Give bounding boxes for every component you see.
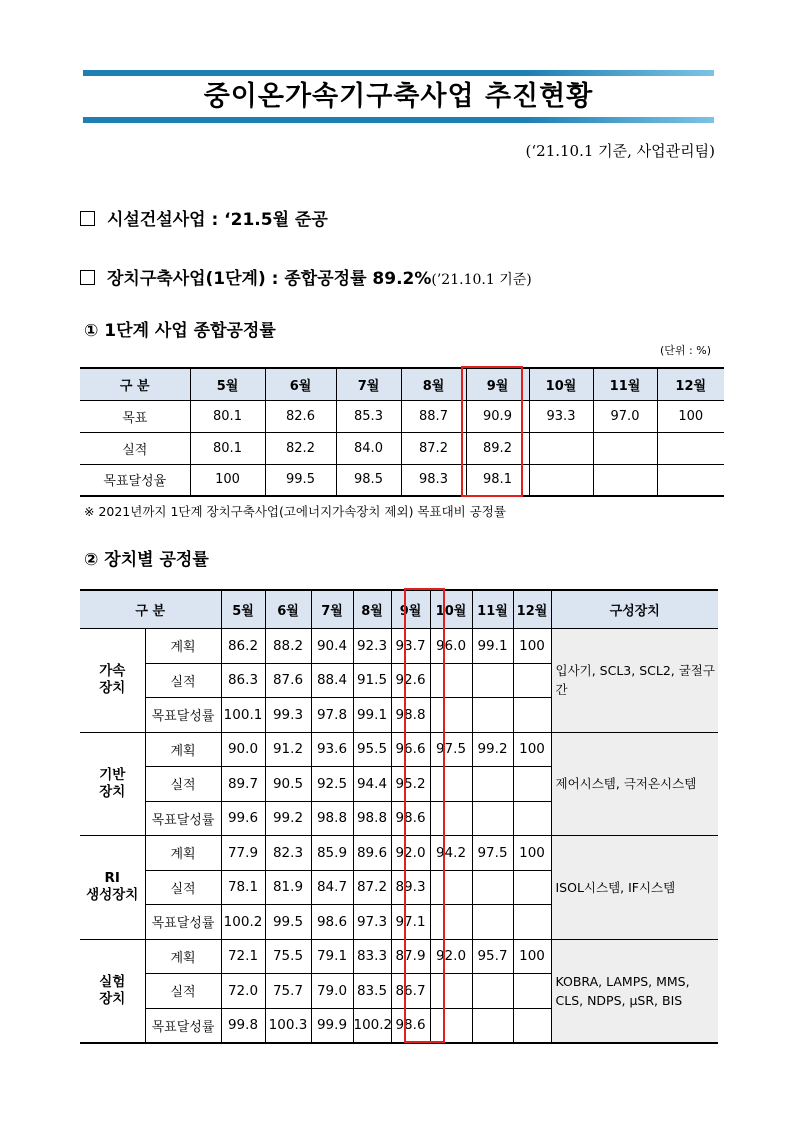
table-cell: 92.5 (311, 767, 353, 802)
checkbox-square-icon (80, 211, 95, 226)
table-cell: 98.6 (311, 905, 353, 940)
table-cell: 99.2 (265, 801, 311, 836)
table-cell: 83.3 (353, 939, 391, 974)
table-cell: 90.5 (265, 767, 311, 802)
table-cell: 97.5 (430, 732, 472, 767)
reference-date: (‘21.10.1 기준, 사업관리팀) (525, 142, 715, 160)
table-cell: 98.8 (353, 801, 391, 836)
table1-header-cell: 7월 (336, 368, 401, 400)
table-cell (472, 905, 513, 940)
table-cell (513, 767, 551, 802)
table-cell: 83.5 (353, 974, 391, 1009)
table-cell (430, 974, 472, 1009)
row-label: 목표달성률 (145, 698, 221, 733)
group-label-line2: 장치 (99, 990, 126, 1007)
table-cell: 88.7 (401, 400, 466, 432)
table-cell: 89.2 (466, 432, 529, 464)
table-cell: 92.6 (391, 663, 430, 698)
table-cell: 95.2 (391, 767, 430, 802)
table-cell: 99.2 (472, 732, 513, 767)
table-cell: 98.8 (311, 801, 353, 836)
table2-header-cell: 7월 (311, 590, 353, 629)
section2-heading: ② 장치별 공정률 (84, 550, 209, 570)
table2-header-cell: 5월 (221, 590, 265, 629)
table-cell: 98.6 (391, 1008, 430, 1043)
table-cell: 99.1 (353, 698, 391, 733)
table-cell: 96.6 (391, 732, 430, 767)
item1-text: 시설건설사업 : ‘21.5월 준공 (107, 210, 328, 230)
table-cell (513, 663, 551, 698)
table-cell: 98.5 (336, 464, 401, 496)
table-cell (472, 974, 513, 1009)
table-cell: 77.9 (221, 836, 265, 871)
table1-header-cell: 12월 (657, 368, 724, 400)
table-cell: 87.9 (391, 939, 430, 974)
table-cell: 92.0 (391, 836, 430, 871)
table-row (80, 732, 718, 767)
table-cell: 99.1 (472, 629, 513, 664)
table-cell: 99.6 (221, 801, 265, 836)
table-cell (593, 432, 657, 464)
table-cell: 97.8 (311, 698, 353, 733)
table-row (80, 432, 724, 464)
section1-heading: ① 1단계 사업 종합공정률 (84, 321, 276, 341)
table-cell: 99.9 (311, 1008, 353, 1043)
group-label (80, 836, 145, 940)
table2-header-cell: 구 분 (80, 590, 221, 629)
table-row (80, 836, 718, 871)
document-title: 중이온가속기구축사업 추진현황 (203, 81, 594, 112)
table-cell: 89.7 (221, 767, 265, 802)
row-label: 목표달성율 (80, 464, 190, 496)
row-label: 실적 (145, 767, 221, 802)
item-facility-construction (80, 205, 328, 230)
table-cell (513, 1008, 551, 1043)
item-equipment-construction (80, 264, 532, 289)
table1-header-cell: 8월 (401, 368, 466, 400)
table-row (80, 400, 724, 432)
table1-header-row (80, 368, 724, 400)
table-cell: 100.3 (265, 1008, 311, 1043)
unit-label: (단위 : %) (660, 344, 711, 357)
table-cell (513, 698, 551, 733)
table-cell (472, 1008, 513, 1043)
component-list: 입사기, SCL3, SCL2, 굴절구간 (551, 629, 718, 733)
table-cell: 93.7 (391, 629, 430, 664)
table-cell: 92.0 (430, 939, 472, 974)
component-list: ISOL시스템, IF시스템 (551, 836, 718, 940)
group-label-line2: 생성장치 (86, 887, 139, 904)
table-cell: 100.1 (221, 698, 265, 733)
table2-header-cell: 9월 (391, 590, 430, 629)
table-cell: 86.3 (221, 663, 265, 698)
row-label: 실적 (145, 870, 221, 905)
table-cell: 91.5 (353, 663, 391, 698)
row-label: 목표 (80, 400, 190, 432)
table-cell: 90.0 (221, 732, 265, 767)
table-cell (430, 801, 472, 836)
table2-header-cell: 8월 (353, 590, 391, 629)
table-cell: 87.2 (353, 870, 391, 905)
checkbox-square-icon (80, 270, 95, 285)
table-cell (430, 767, 472, 802)
table-cell (472, 698, 513, 733)
table-cell (593, 464, 657, 496)
table-cell (472, 801, 513, 836)
table-cell (472, 767, 513, 802)
group-label-line1: 기반 (99, 766, 126, 783)
table-cell: 86.2 (221, 629, 265, 664)
title-top-bar (83, 70, 714, 76)
component-list: KOBRA, LAMPS, MMS, CLS, NDPS, μSR, BIS (551, 939, 718, 1043)
table-cell (657, 464, 724, 496)
table-cell: 97.3 (353, 905, 391, 940)
table-cell: 97.1 (391, 905, 430, 940)
table-cell: 98.1 (466, 464, 529, 496)
table-row (80, 939, 718, 974)
table-cell: 96.0 (430, 629, 472, 664)
table-cell (430, 905, 472, 940)
table-cell: 93.6 (311, 732, 353, 767)
table-cell: 82.3 (265, 836, 311, 871)
table-cell (430, 870, 472, 905)
group-label-line1: RI (104, 870, 120, 887)
table-cell (430, 663, 472, 698)
table-cell (513, 801, 551, 836)
table2-header-cell: 구성장치 (551, 590, 718, 629)
table1-header-cell: 6월 (265, 368, 336, 400)
table1-header-cell: 11월 (593, 368, 657, 400)
table2-header-cell: 11월 (472, 590, 513, 629)
group-label-line1: 가속 (99, 663, 126, 680)
table-cell: 81.9 (265, 870, 311, 905)
table-cell: 88.4 (311, 663, 353, 698)
table-cell: 100 (513, 939, 551, 974)
component-list: 제어시스템, 극저온시스템 (551, 732, 718, 836)
group-label-line2: 장치 (99, 680, 126, 697)
row-label: 계획 (145, 732, 221, 767)
table-cell: 95.5 (353, 732, 391, 767)
table-cell: 98.6 (391, 801, 430, 836)
item2-note: (’21.10.1 기준) (431, 272, 532, 288)
row-label: 목표달성률 (145, 905, 221, 940)
table-cell: 99.8 (221, 1008, 265, 1043)
table-cell: 98.8 (391, 698, 430, 733)
table-cell: 95.7 (472, 939, 513, 974)
table-cell: 84.7 (311, 870, 353, 905)
table1-header-cell: 구 분 (80, 368, 190, 400)
group-label-line1: 실험 (99, 973, 126, 990)
table-cell (657, 432, 724, 464)
row-label: 실적 (145, 663, 221, 698)
table-cell: 86.7 (391, 974, 430, 1009)
table-cell: 90.9 (466, 400, 529, 432)
table1-header-cell: 5월 (190, 368, 265, 400)
table-cell: 78.1 (221, 870, 265, 905)
group-label (80, 732, 145, 836)
table-cell (529, 432, 593, 464)
table-cell: 87.6 (265, 663, 311, 698)
table2-header-cell: 12월 (513, 590, 551, 629)
table-cell: 85.3 (336, 400, 401, 432)
group-label (80, 629, 145, 733)
table-cell (430, 698, 472, 733)
table-cell: 87.2 (401, 432, 466, 464)
table-cell (529, 464, 593, 496)
table-cell: 100 (513, 732, 551, 767)
table-cell: 100.2 (221, 905, 265, 940)
table-cell: 75.5 (265, 939, 311, 974)
group-label-line2: 장치 (99, 783, 126, 800)
table1-footnote: ※ 2021년까지 1단계 장치구축사업(고에너지가속장치 제외) 목표대비 공정률 (84, 504, 506, 519)
table-cell: 94.2 (430, 836, 472, 871)
table-cell: 82.2 (265, 432, 336, 464)
table-cell: 98.3 (401, 464, 466, 496)
group-label (80, 939, 145, 1043)
table1-header-cell: 10월 (529, 368, 593, 400)
row-label: 계획 (145, 836, 221, 871)
table-cell: 94.4 (353, 767, 391, 802)
table-row (80, 464, 724, 496)
table-cell (472, 663, 513, 698)
table-cell: 79.0 (311, 974, 353, 1009)
table-cell: 99.5 (265, 905, 311, 940)
table-cell: 91.2 (265, 732, 311, 767)
table-cell: 100 (513, 836, 551, 871)
table-cell: 100 (657, 400, 724, 432)
table-cell: 93.3 (529, 400, 593, 432)
table-cell: 89.6 (353, 836, 391, 871)
table-cell: 72.0 (221, 974, 265, 1009)
table-cell: 88.2 (265, 629, 311, 664)
table-cell: 75.7 (265, 974, 311, 1009)
item2-text: 장치구축사업(1단계) : 종합공정률 89.2% (107, 269, 432, 289)
table-cell (430, 1008, 472, 1043)
table-cell: 92.3 (353, 629, 391, 664)
table-cell: 72.1 (221, 939, 265, 974)
table2-header-cell: 10월 (430, 590, 472, 629)
table-cell: 100 (513, 629, 551, 664)
table-cell: 82.6 (265, 400, 336, 432)
table-cell: 99.5 (265, 464, 336, 496)
overall-progress-table (80, 367, 724, 497)
table1-header-cell: 9월 (466, 368, 529, 400)
table-cell: 84.0 (336, 432, 401, 464)
table-cell: 79.1 (311, 939, 353, 974)
table-cell: 85.9 (311, 836, 353, 871)
device-progress-table (80, 589, 718, 1044)
table-cell (513, 974, 551, 1009)
table-cell (472, 870, 513, 905)
table-cell: 80.1 (190, 432, 265, 464)
table-cell (513, 870, 551, 905)
table-cell: 80.1 (190, 400, 265, 432)
row-label: 실적 (80, 432, 190, 464)
table2-header-cell: 6월 (265, 590, 311, 629)
table-cell: 99.3 (265, 698, 311, 733)
row-label: 목표달성률 (145, 801, 221, 836)
table-row (80, 629, 718, 664)
table-cell: 89.3 (391, 870, 430, 905)
table-cell: 100.2 (353, 1008, 391, 1043)
row-label: 계획 (145, 629, 221, 664)
table-cell: 90.4 (311, 629, 353, 664)
table-cell: 100 (190, 464, 265, 496)
title-bottom-bar (83, 117, 714, 123)
row-label: 계획 (145, 939, 221, 974)
table-cell: 97.0 (593, 400, 657, 432)
table-cell: 97.5 (472, 836, 513, 871)
row-label: 목표달성률 (145, 1008, 221, 1043)
table2-header-row (80, 590, 718, 629)
row-label: 실적 (145, 974, 221, 1009)
table-cell (513, 905, 551, 940)
